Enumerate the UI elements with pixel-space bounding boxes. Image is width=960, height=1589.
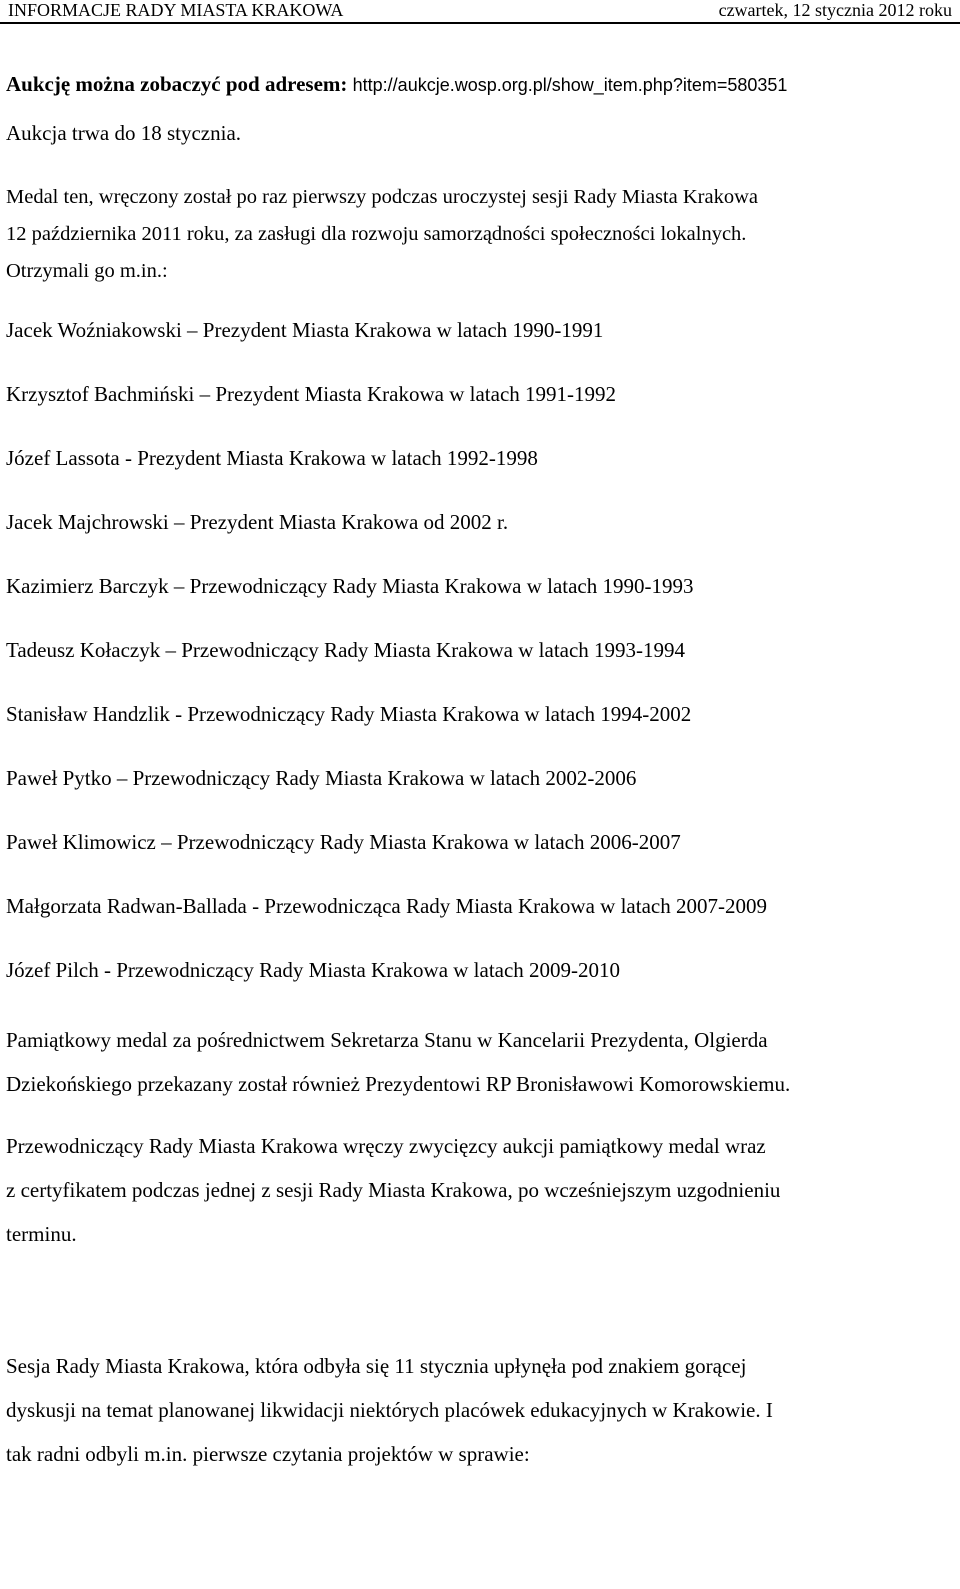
recipient-item: Paweł Pytko – Przewodniczący Rady Miasta Krakowa w latach 2002-2006 [6, 766, 637, 790]
paragraph-line: Pamiątkowy medal za pośrednictwem Sekretarza Stanu w Kancelarii Prezydenta, Olgierda [6, 1028, 768, 1052]
paragraph-line: terminu. [6, 1222, 77, 1246]
medal-intro [6, 179, 956, 290]
document-body [6, 62, 956, 1476]
paragraph-line: Dziekońskiego przekazany został również Prezydentowi RP Bronisławowi Komorowskiemu. [6, 1072, 791, 1096]
auction-label: Aukcję można zobaczyć pod adresem: [6, 72, 348, 96]
recipient-item: Stanisław Handzlik - Przewodniczący Rady Miasta Krakowa w latach 1994-2002 [6, 702, 692, 726]
session-paragraph [6, 1344, 956, 1476]
paragraph-line: tak radni odbyli m.in. pierwsze czytania projektów w sprawie: [6, 1442, 530, 1466]
recipient-item: Krzysztof Bachmiński – Prezydent Miasta Krakowa w latach 1991-1992 [6, 382, 617, 406]
paragraph-line: Przewodniczący Rady Miasta Krakowa wręczy zwycięzcy aukcji pamiątkowy medal wraz [6, 1134, 766, 1158]
paragraph-line: z certyfikatem podczas jednej z sesji Rady Miasta Krakowa, po wcześniejszym uzgodnieniu [6, 1178, 781, 1202]
recipient-item: Małgorzata Radwan-Ballada - Przewodnicząca Rady Miasta Krakowa w latach 2007-2009 [6, 894, 767, 918]
page-header [0, 0, 960, 24]
president-paragraph [6, 1018, 956, 1106]
recipient-item: Paweł Klimowicz – Przewodniczący Rady Miasta Krakowa w latach 2006-2007 [6, 830, 681, 854]
auction-link[interactable]: http://aukcje.wosp.org.pl/show_item.php?item=580351 [352, 75, 788, 95]
medal-intro-line: Otrzymali go m.in.: [6, 260, 168, 282]
recipient-item: Jacek Woźniakowski – Prezydent Miasta Krakowa w latach 1990-1991 [6, 318, 604, 342]
recipient-item: Kazimierz Barczyk – Przewodniczący Rady Miasta Krakowa w latach 1990-1993 [6, 574, 694, 598]
medal-intro-line: Medal ten, wręczony został po raz pierwszy podczas uroczystej sesji Rady Miasta Krakowa [6, 186, 758, 208]
recipient-item: Jacek Majchrowski – Prezydent Miasta Krakowa od 2002 r. [6, 510, 509, 534]
recipient-item: Józef Lassota - Prezydent Miasta Krakowa w latach 1992-1998 [6, 446, 538, 470]
recipients-list [6, 314, 956, 986]
paragraph-line: dyskusji na temat planowanej likwidacji niektórych placówek edukacyjnych w Krakowie. I [6, 1398, 773, 1422]
recipient-item: Józef Pilch - Przewodniczący Rady Miasta Krakowa w latach 2009-2010 [6, 958, 621, 982]
auction-address-line [6, 62, 956, 107]
header-date: czwartek, 12 stycznia 2012 roku [718, 0, 952, 20]
paragraph-line: Sesja Rady Miasta Krakowa, która odbyła się 11 stycznia upłynęła pod znakiem gorącej [6, 1354, 747, 1378]
winner-paragraph [6, 1124, 956, 1256]
auction-until: Aukcja trwa do 18 stycznia. [6, 121, 242, 145]
header-title: INFORMACJE RADY MIASTA KRAKOWA [8, 0, 344, 20]
medal-intro-line: 12 października 2011 roku, za zasługi dla rozwoju samorządności społeczności lokalnych. [6, 223, 747, 245]
recipient-item: Tadeusz Kołaczyk – Przewodniczący Rady Miasta Krakowa w latach 1993-1994 [6, 638, 686, 662]
